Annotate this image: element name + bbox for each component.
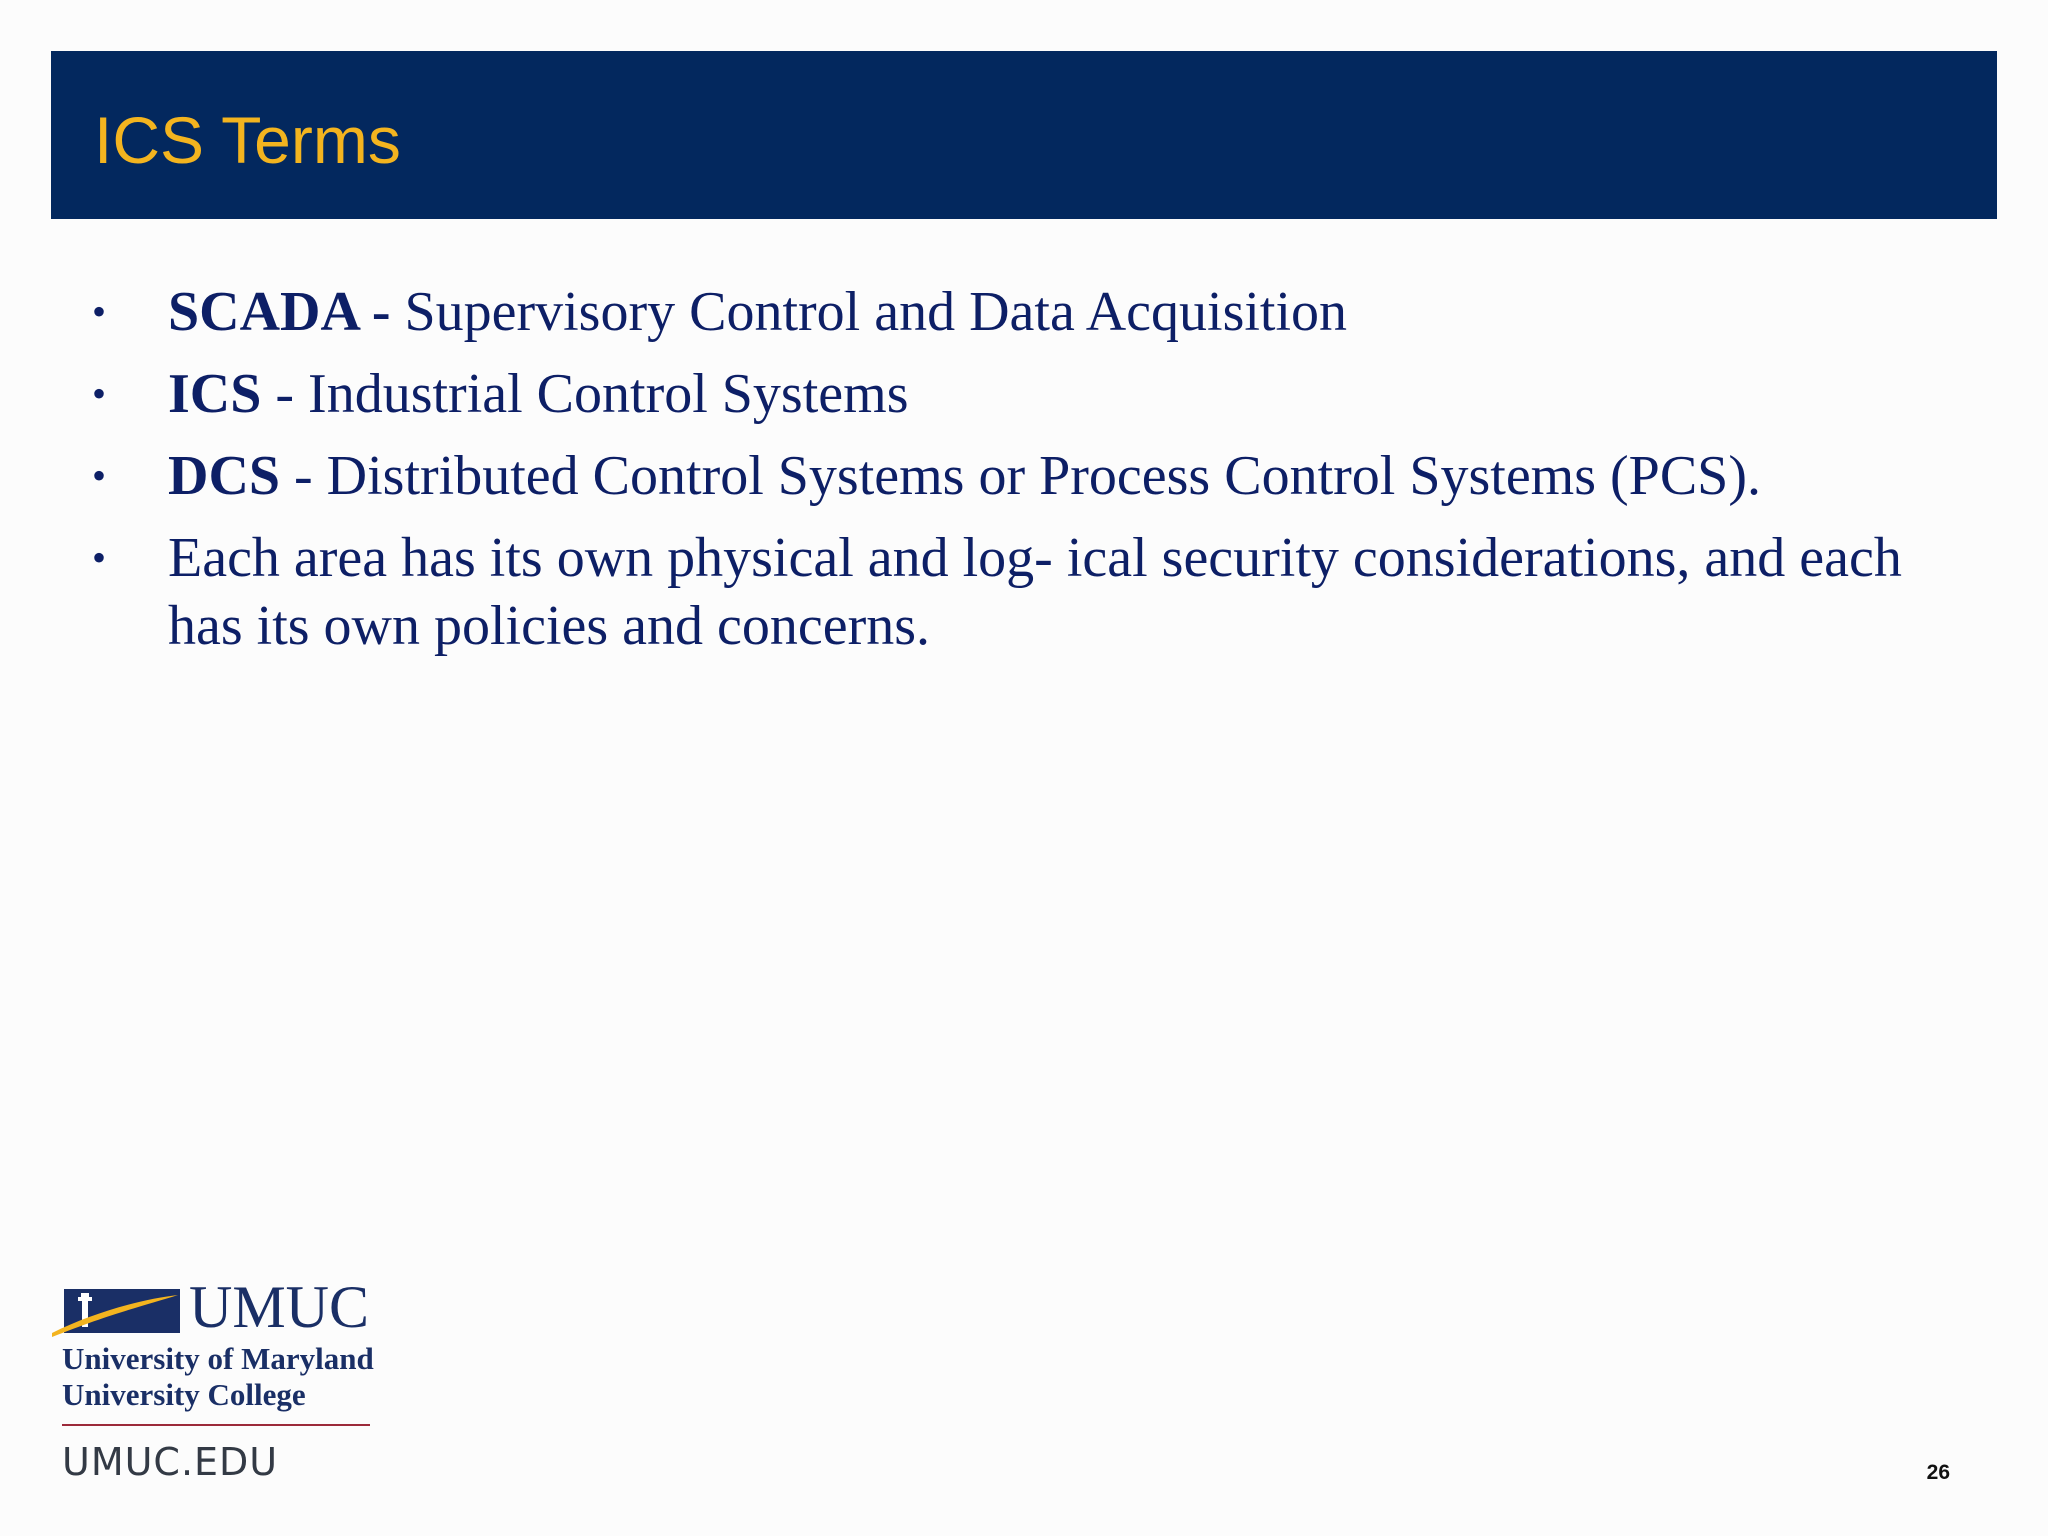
logo-url: UMUC.EDU <box>62 1440 279 1484</box>
bullet-term: DCS <box>168 445 281 507</box>
bullet-list <box>88 278 1908 674</box>
bullet-term: ICS <box>168 363 262 425</box>
page-number: 26 <box>1926 1461 1950 1484</box>
bullet-item-dcs <box>88 442 1908 510</box>
umuc-emblem-icon <box>52 1283 182 1339</box>
bullet-icon: • <box>92 371 107 416</box>
bullet-icon: • <box>92 535 107 580</box>
logo-divider <box>62 1424 370 1426</box>
logo-wordmark: UMUC <box>189 1274 370 1340</box>
bullet-icon: • <box>92 289 107 334</box>
bullet-term: SCADA - <box>168 281 391 343</box>
bullet-text: - Industrial Control Systems <box>261 363 909 425</box>
bullet-item-scada <box>88 278 1908 346</box>
bullet-item-ics <box>88 360 1908 428</box>
title-bar <box>51 51 1997 219</box>
bullet-text: Each area has its own physical and log- ical security considerations, and each has its own policies and concerns. <box>168 527 1902 657</box>
bullet-text: - Distributed Control Systems or Process Control Systems (PCS). <box>280 445 1761 507</box>
umuc-logo <box>52 1275 382 1495</box>
logo-college-name: University College <box>62 1377 306 1412</box>
bullet-icon: • <box>92 453 107 498</box>
bullet-text: Supervisory Control and Data Acquisition <box>390 281 1348 343</box>
logo-university-name: University of Maryland <box>62 1341 374 1376</box>
bullet-item-security <box>88 524 1908 660</box>
slide-title: ICS Terms <box>94 103 401 177</box>
